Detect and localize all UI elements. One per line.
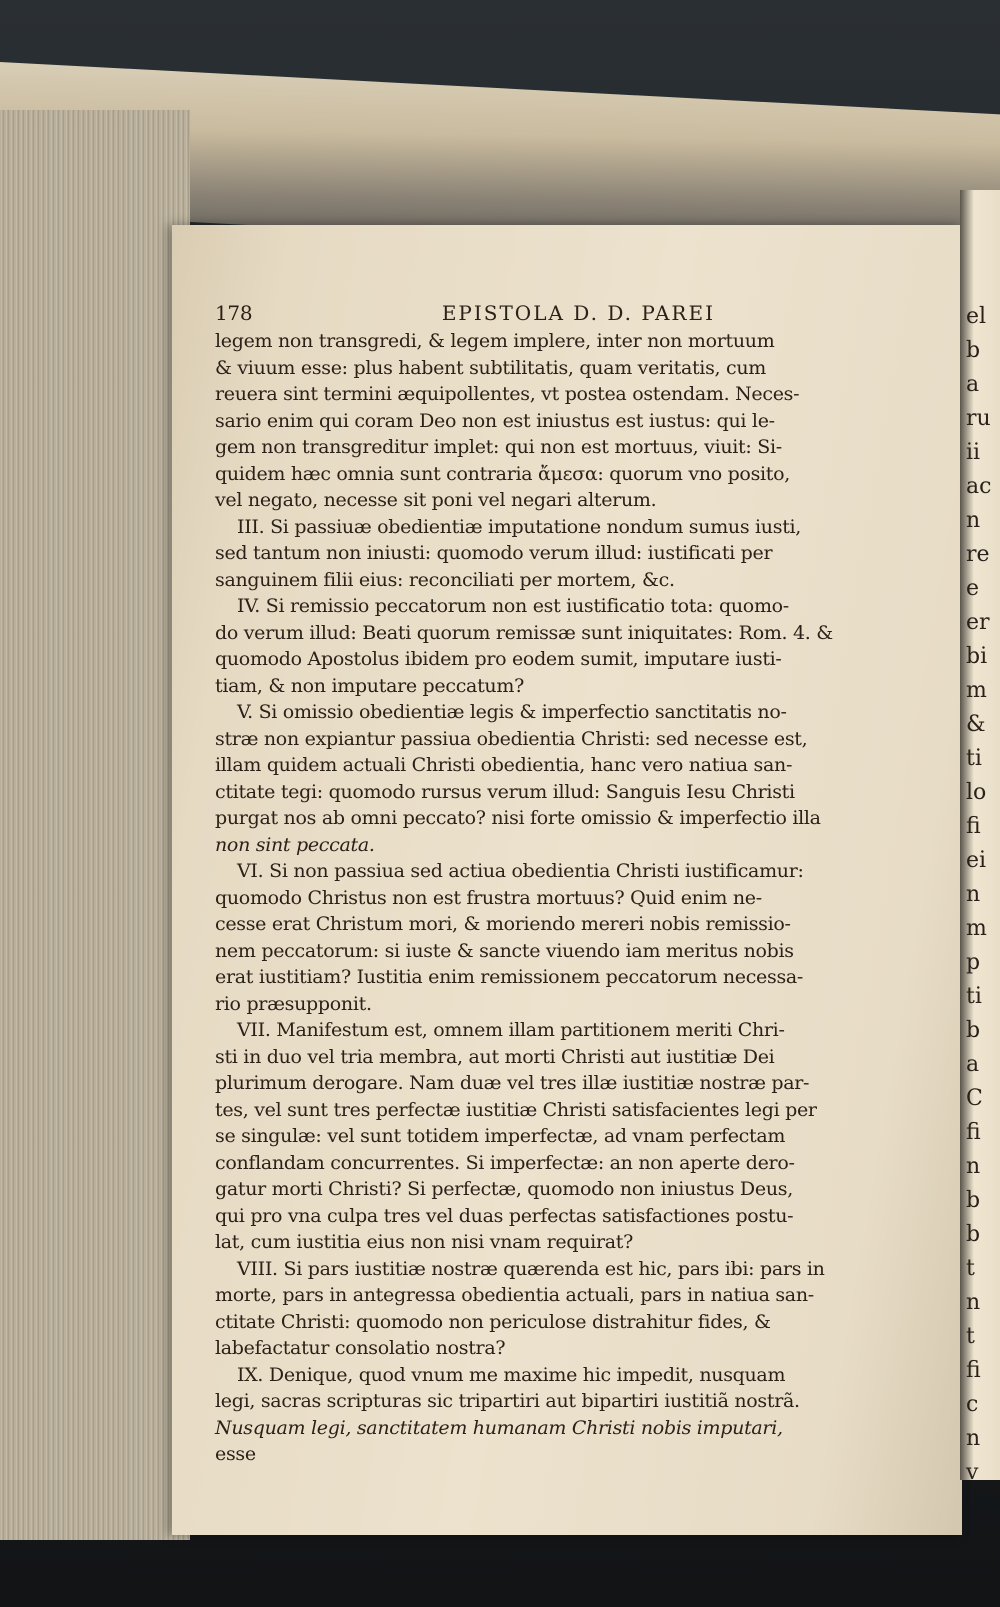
text-line: vel negato, necesse sit poni vel negari alterum.: [215, 489, 657, 511]
margin-fragment: b: [966, 1188, 981, 1213]
page-text-block: [215, 300, 945, 1468]
margin-fragment: ru: [966, 406, 991, 431]
text-line: lat, cum iustitia eius non nisi vnam requirat?: [215, 1231, 633, 1253]
text-line: morte, pars in antegressa obedientia actuali, pars in natiua san-: [215, 1284, 814, 1306]
margin-fragment: C: [966, 1086, 983, 1111]
margin-fragment: re: [966, 542, 990, 567]
margin-fragment: c: [966, 1392, 979, 1417]
margin-fragment: fi: [966, 1120, 981, 1145]
margin-fragment: el: [966, 304, 987, 329]
margin-fragment: fi: [966, 1358, 981, 1383]
text-line: quomodo Christus non est frustra mortuus? Quid enim ne-: [215, 886, 762, 909]
text-line: sed tantum non iniusti: quomodo verum illud: iustificati per: [215, 542, 773, 564]
text-line: ctitate tegi: quomodo rursus verum illud: Sanguis Iesu Christi: [215, 780, 795, 803]
text-line: sario enim qui coram Deo non est iniustus est iustus: qui le-: [215, 409, 775, 432]
text-line: VI. Si non passiua sed actiua obedientia Christi iustificamur:: [237, 860, 804, 882]
text-line: tiam, & non imputare peccatum?: [215, 674, 524, 697]
text-line: & viuum esse: plus habent subtilitatis, quam veritatis, cum: [215, 356, 767, 379]
margin-fragment: p: [966, 950, 981, 975]
text-line: sti in duo vel tria membra, aut morti Christi aut iustitiæ Dei: [215, 1045, 775, 1068]
text-line: legi, sacras scripturas sic tripartiri aut bipartiri iustitiã nostrã.: [215, 1390, 800, 1412]
margin-fragment: ti: [966, 746, 982, 771]
margin-fragment: fi: [966, 814, 981, 839]
margin-fragment: ei: [966, 848, 987, 873]
text-line: Nusquam legi, sanctitatem humanam Christi nobis imputari,: [215, 1416, 783, 1439]
margin-fragment: t: [966, 1256, 975, 1281]
text-line: nem peccatorum: si iuste & sancte viuendo iam meritus nobis: [215, 939, 794, 962]
margin-fragment: ac: [966, 474, 992, 499]
text-line: V. Si omissio obedientiæ legis & imperfectio sanctitatis no-: [237, 701, 787, 723]
margin-fragment: b: [966, 338, 981, 363]
margin-fragment: er: [966, 610, 990, 635]
margin-fragment: ii: [966, 440, 981, 465]
margin-fragment: lo: [966, 780, 987, 805]
text-line: rio præsupponit.: [215, 992, 372, 1015]
margin-fragment: t: [966, 1324, 975, 1349]
margin-fragment: a: [966, 1052, 980, 1077]
text-line: VIII. Si pars iustitiæ nostræ quærenda est hic, pars ibi: pars in: [237, 1257, 825, 1280]
text-line: erat iustitiam? Iustitia enim remissionem peccatorum necessa-: [215, 966, 804, 988]
margin-fragment: a: [966, 372, 980, 397]
running-head: EPISTOLA D. D. PAREI: [441, 301, 715, 325]
margin-fragment: n: [966, 508, 981, 533]
text-line: qui pro vna culpa tres vel duas perfectas satisfactiones postu-: [215, 1204, 794, 1227]
text-line: ctitate Christi: quomodo non periculose distrahitur fides, &: [215, 1310, 771, 1333]
body-lines: [215, 328, 945, 1468]
text-line: plurimum derogare. Nam duæ vel tres illæ iustitiæ nostræ par-: [215, 1072, 810, 1094]
text-line: III. Si passiuæ obedientiæ imputatione nondum sumus iusti,: [237, 515, 802, 538]
page-header: [215, 300, 715, 326]
text-line: gem non transgreditur implet: qui non est mortuus, viuit: Si-: [215, 436, 782, 458]
text-line: do verum illud: Beati quorum remissæ sunt iniquitates: Rom. 4. &: [215, 621, 833, 644]
text-line: quomodo Apostolus ibidem pro eodem sumit, imputare iusti-: [215, 648, 782, 670]
text-line: tes, vel sunt tres perfectæ iustitiæ Christi satisfacientes legi per: [215, 1098, 817, 1121]
text-line: purgat nos ab omni peccato? nisi forte omissio & imperfectio illa: [215, 807, 821, 829]
margin-fragment: b: [966, 1018, 981, 1043]
text-line: quidem hæc omnia sunt contraria ἄμεσα: quorum vno posito,: [215, 462, 791, 485]
margin-fragment: n: [966, 882, 981, 907]
text-line: stræ non expiantur passiua obedientia Christi: sed necesse est,: [215, 727, 808, 750]
margin-fragment: n: [966, 1290, 981, 1315]
margin-fragment: ti: [966, 984, 982, 1009]
margin-fragment: b: [966, 1222, 981, 1247]
page-number: 178: [215, 301, 253, 325]
margin-fragment: n: [966, 1426, 981, 1451]
facing-page-margin-text: [966, 300, 996, 1490]
text-line: se singulæ: vel sunt totidem imperfectæ, ad vnam perfectam: [215, 1125, 786, 1147]
text-line: conflandam concurrentes. Si imperfectæ: an non aperte dero-: [215, 1151, 795, 1174]
margin-fragment: e: [966, 576, 980, 601]
text-line: cesse erat Christum mori, & moriendo mereri nobis remissio-: [215, 913, 791, 935]
text-line: VII. Manifestum est, omnem illam partitionem meriti Chri-: [237, 1019, 785, 1041]
margin-fragment: m: [966, 678, 987, 703]
text-line: IX. Denique, quod vnum me maxime hic impedit, nusquam: [237, 1363, 786, 1386]
text-line: sanguinem filii eius: reconciliati per mortem, &c.: [215, 568, 675, 591]
text-line: esse: [215, 1443, 256, 1465]
text-line: reuera sint termini æquipollentes, vt postea ostendam. Neces-: [215, 383, 800, 405]
margin-fragment: n: [966, 1154, 981, 1179]
text-line: illam quidem actuali Christi obedientia, hanc vero natiua san-: [215, 754, 793, 776]
text-line: non sint peccata.: [215, 833, 375, 856]
page-stack-edge: [0, 110, 190, 1540]
text-line: legem non transgredi, & legem implere, inter non mortuum: [215, 330, 775, 352]
margin-fragment: v: [966, 1460, 979, 1485]
text-line: IV. Si remissio peccatorum non est iustificatio tota: quomo-: [237, 595, 789, 617]
margin-fragment: m: [966, 916, 987, 941]
text-line: labefactatur consolatio nostra?: [215, 1337, 506, 1359]
text-line: gatur morti Christi? Si perfectæ, quomodo non iniustus Deus,: [215, 1178, 793, 1200]
margin-fragment: &: [966, 712, 986, 737]
margin-fragment: bi: [966, 644, 988, 669]
